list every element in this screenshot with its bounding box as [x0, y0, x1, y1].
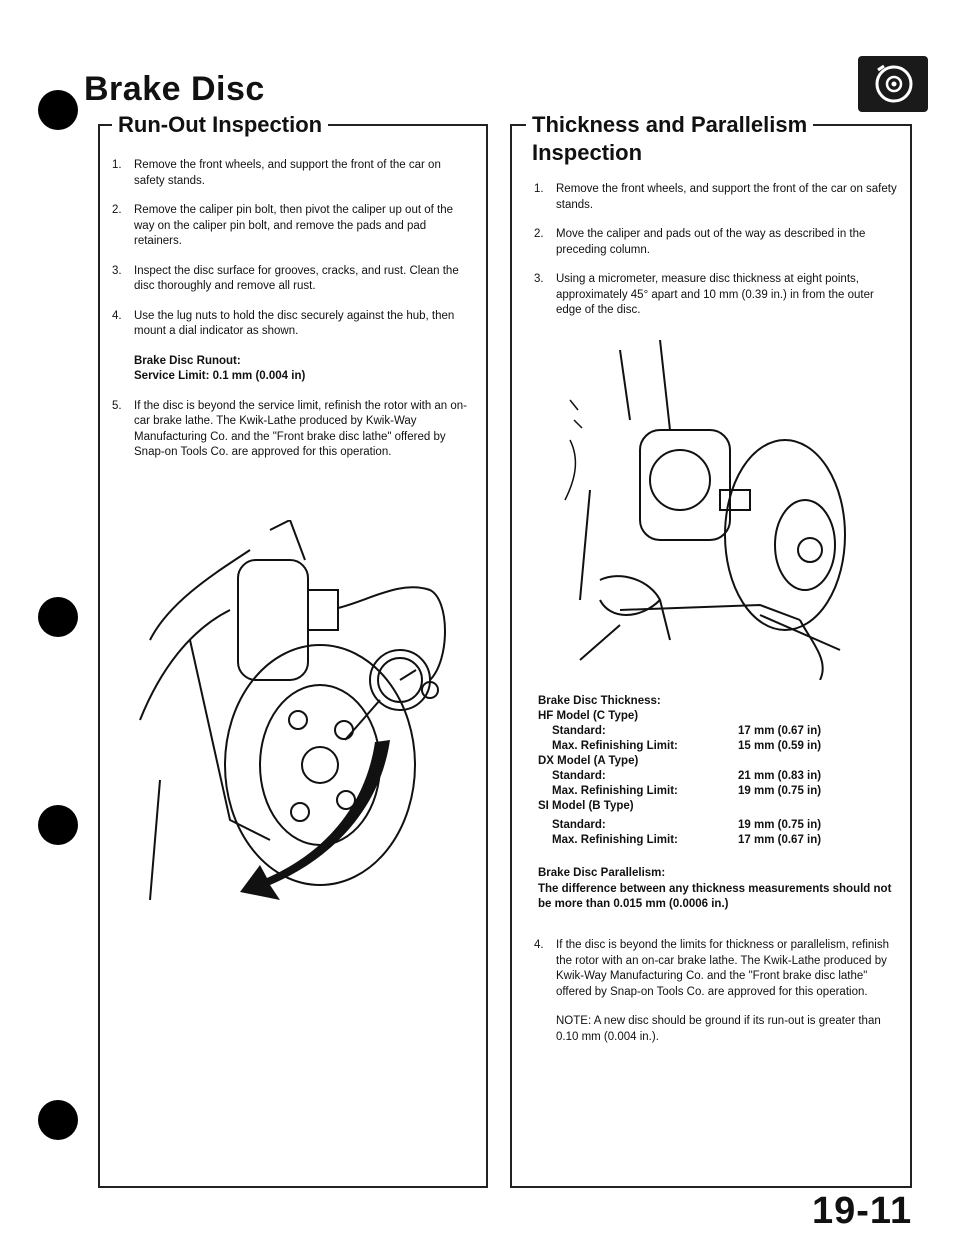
step-text: If the disc is beyond the limits for thickness or parallelism, refinish the rotor with an on-car brake lathe. The Kwik-Lathe produced by Kwik-Way Manufacturing Co. and the "Front brake disc lathe" offered by Snap-on Tools Co. are approved for this operation. [556, 939, 889, 998]
spec-value: 21 mm (0.83 in) [738, 770, 822, 782]
step-text: Remove the front wheels, and support the front of the car on safety stands. [556, 183, 897, 211]
step-number: 3. [534, 273, 544, 285]
spec-label: Standard: [552, 725, 606, 737]
thickness-illustration [560, 340, 890, 680]
right-title-line1: Thickness and Parallelism [532, 112, 808, 137]
step-number: 2. [534, 228, 544, 240]
spec-value: 19 mm (0.75 in) [738, 785, 822, 797]
right-title-line2: Inspection [532, 140, 643, 165]
binder-hole [38, 1100, 78, 1140]
step-number: 1. [534, 183, 544, 195]
step-item [112, 264, 472, 295]
brake-disc-icon [858, 56, 928, 112]
step-text: If the disc is beyond the service limit, refinish the rotor with an on-car brake lathe. The Kwik-Lathe produced by Kwik-Way Manufacturing Co. and the "Front brake disc lathe" offered by Snap-on Tools Co. are approved for this operation. [134, 399, 468, 458]
step-item [112, 309, 472, 385]
step-text: Remove the front wheels, and support the front of the car on safety stands. [134, 159, 441, 187]
right-section-title [526, 112, 813, 166]
page-title: Brake Disc [84, 70, 265, 108]
step-item [112, 399, 472, 461]
binder-hole [38, 805, 78, 845]
step-text: Use the lug nuts to hold the disc securely against the hub, then mount a dial indicator as shown. [134, 309, 455, 337]
step-item [112, 158, 472, 189]
runout-label: Brake Disc Runout: [134, 354, 241, 367]
step-number: 1. [112, 159, 122, 171]
parallelism-text: The difference between any thickness measurements should not be more than 0.015 mm (0.0006 in.) [538, 882, 892, 910]
spec-value: 17 mm (0.67 in) [738, 834, 822, 846]
parallelism-label: Brake Disc Parallelism: [538, 867, 666, 879]
step-text: Move the caliper and pads out of the way as described in the preceding column. [556, 228, 866, 256]
left-section-title: Run-Out Inspection [112, 112, 328, 138]
step-text: Using a micrometer, measure disc thickness at eight points, approximately 45° apart and 10 mm (0.39 in.) in from the outer edge of the disc. [556, 273, 874, 316]
right-steps [534, 182, 898, 333]
spec-label: Max. Refinishing Limit: [552, 740, 678, 752]
spec-value: 19 mm (0.75 in) [738, 819, 822, 831]
page-number: 19-11 [812, 1190, 913, 1232]
parallelism-spec [538, 866, 894, 913]
left-steps [112, 158, 472, 475]
step-item [534, 938, 898, 1045]
binder-hole [38, 597, 78, 637]
step-text: Remove the caliper pin bolt, then pivot the caliper up out of the way on the caliper pin bolt, and remove the pads and pad retainers. [134, 204, 454, 247]
spec-value: 17 mm (0.67 in) [738, 725, 822, 737]
step-number: 4. [112, 309, 122, 322]
step-item [534, 227, 898, 258]
si-model: SI Model (B Type) [538, 800, 634, 812]
step-item [534, 182, 898, 213]
step-text: Inspect the disc surface for grooves, cracks, and rust. Clean the disc thoroughly and remove all rust. [134, 264, 459, 292]
hf-model: HF Model (C Type) [538, 710, 639, 722]
spec-label: Max. Refinishing Limit: [552, 785, 678, 797]
runout-value: Service Limit: 0.1 mm (0.004 in) [134, 370, 306, 382]
step-number: 3. [112, 264, 122, 277]
thickness-specs [538, 694, 898, 848]
binder-hole [38, 90, 78, 130]
dx-model: DX Model (A Type) [538, 755, 639, 767]
step-number: 5. [112, 399, 122, 412]
spec-label: Max. Refinishing Limit: [552, 834, 678, 846]
step-number: 4. [534, 939, 544, 951]
spec-value: 15 mm (0.59 in) [738, 740, 822, 752]
spec-label: Standard: [552, 819, 606, 831]
right-step-4 [534, 938, 898, 1059]
step-item [534, 272, 898, 319]
step-number: 2. [112, 204, 122, 216]
thickness-heading: Brake Disc Thickness: [538, 695, 661, 707]
runout-illustration [130, 520, 470, 910]
spec-label: Standard: [552, 770, 606, 782]
step-item [112, 203, 472, 250]
note-text: NOTE: A new disc should be ground if its run-out is greater than 0.10 mm (0.004 in.). [556, 1015, 881, 1043]
